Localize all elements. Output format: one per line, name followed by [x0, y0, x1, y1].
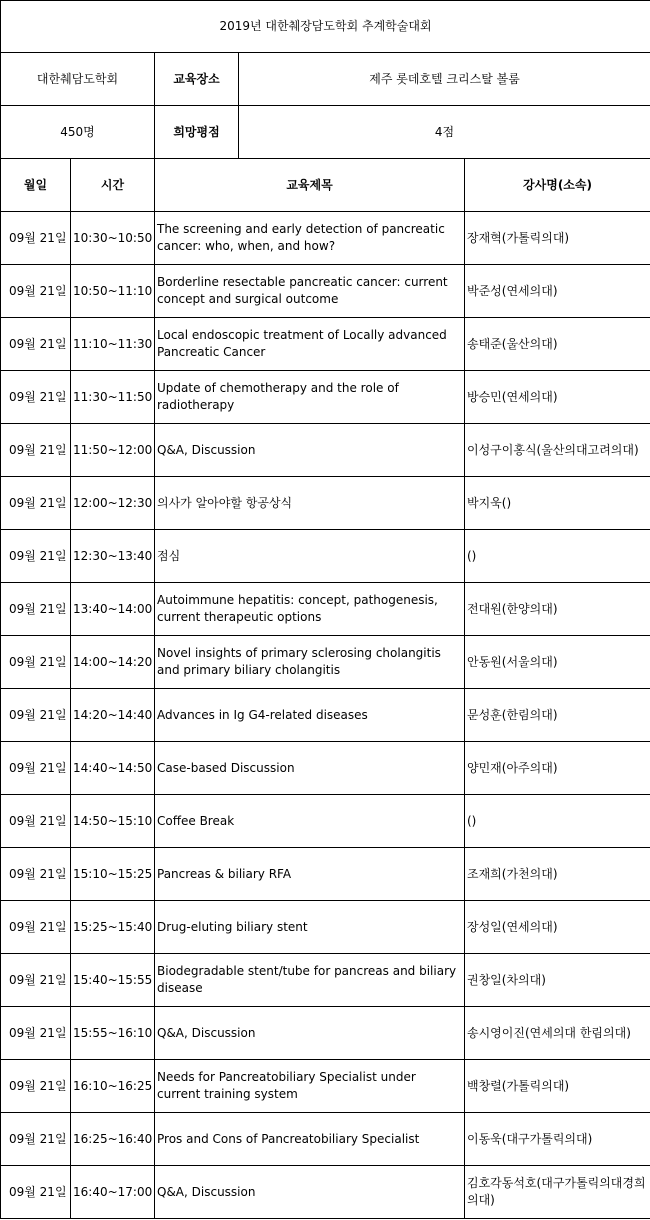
table-row	[1, 848, 650, 901]
session-date: 09월 21일	[1, 689, 71, 742]
session-speaker: 박지욱()	[465, 477, 650, 530]
session-date: 09월 21일	[1, 742, 71, 795]
table-row	[1, 954, 650, 1007]
session-topic: Q&A, Discussion	[155, 1166, 465, 1219]
header-row	[1, 159, 650, 212]
session-speaker: 방승민(연세의대)	[465, 371, 650, 424]
session-speaker: 양민재(아주의대)	[465, 742, 650, 795]
table-row	[1, 212, 650, 265]
session-time: 10:50~11:10	[71, 265, 155, 318]
header-date: 월일	[1, 159, 71, 212]
session-topic: Q&A, Discussion	[155, 1007, 465, 1060]
session-time: 10:30~10:50	[71, 212, 155, 265]
table-row	[1, 742, 650, 795]
session-speaker: 김호각동석호(대구가톨릭의대경희의대)	[465, 1166, 650, 1219]
session-time: 15:10~15:25	[71, 848, 155, 901]
session-topic: Advances in Ig G4-related diseases	[155, 689, 465, 742]
rating-value: 4점	[239, 106, 650, 159]
session-date: 09월 21일	[1, 901, 71, 954]
session-date: 09월 21일	[1, 371, 71, 424]
table-row	[1, 1007, 650, 1060]
session-date: 09월 21일	[1, 636, 71, 689]
session-date: 09월 21일	[1, 1060, 71, 1113]
table-row	[1, 1113, 650, 1166]
session-time: 14:20~14:40	[71, 689, 155, 742]
session-date: 09월 21일	[1, 583, 71, 636]
venue-value: 제주 롯데호텔 크리스탈 볼룸	[239, 53, 650, 106]
session-date: 09월 21일	[1, 954, 71, 1007]
session-topic: Drug-eluting biliary stent	[155, 901, 465, 954]
session-topic: Update of chemotherapy and the role of radiotherapy	[155, 371, 465, 424]
session-time: 14:50~15:10	[71, 795, 155, 848]
session-time: 14:00~14:20	[71, 636, 155, 689]
session-topic: Case-based Discussion	[155, 742, 465, 795]
header-topic: 교육제목	[155, 159, 465, 212]
session-topic: 의사가 알아야할 항공상식	[155, 477, 465, 530]
session-speaker: 문성훈(한림의대)	[465, 689, 650, 742]
session-topic: Q&A, Discussion	[155, 424, 465, 477]
event-title: 2019년 대한췌장담도학회 추계학술대회	[1, 1, 650, 53]
session-topic: Pros and Cons of Pancreatobiliary Specialist	[155, 1113, 465, 1166]
session-speaker: 송시영이진(연세의대 한림의대)	[465, 1007, 650, 1060]
session-speaker: 조재희(가천의대)	[465, 848, 650, 901]
table-row	[1, 477, 650, 530]
session-topic: Local endoscopic treatment of Locally advanced Pancreatic Cancer	[155, 318, 465, 371]
session-time: 16:25~16:40	[71, 1113, 155, 1166]
session-date: 09월 21일	[1, 848, 71, 901]
session-topic: Coffee Break	[155, 795, 465, 848]
session-date: 09월 21일	[1, 530, 71, 583]
session-speaker: 전대원(한양의대)	[465, 583, 650, 636]
session-speaker: 장재혁(가톨릭의대)	[465, 212, 650, 265]
session-time: 16:40~17:00	[71, 1166, 155, 1219]
session-topic: Borderline resectable pancreatic cancer: current concept and surgical outcome	[155, 265, 465, 318]
table-row	[1, 530, 650, 583]
rating-label: 희망평점	[155, 106, 239, 159]
table-row	[1, 795, 650, 848]
session-time: 12:00~12:30	[71, 477, 155, 530]
session-time: 12:30~13:40	[71, 530, 155, 583]
session-date: 09월 21일	[1, 1166, 71, 1219]
session-speaker: 안동원(서울의대)	[465, 636, 650, 689]
session-time: 11:50~12:00	[71, 424, 155, 477]
session-topic: Biodegradable stent/tube for pancreas and biliary disease	[155, 954, 465, 1007]
session-speaker: 송태준(울산의대)	[465, 318, 650, 371]
session-speaker: 백창렬(가톨릭의대)	[465, 1060, 650, 1113]
venue-label: 교육장소	[155, 53, 239, 106]
session-date: 09월 21일	[1, 318, 71, 371]
session-speaker: 이동욱(대구가톨릭의대)	[465, 1113, 650, 1166]
session-time: 14:40~14:50	[71, 742, 155, 795]
session-speaker: ()	[465, 795, 650, 848]
session-topic: 점심	[155, 530, 465, 583]
session-speaker: 장성일(연세의대)	[465, 901, 650, 954]
session-time: 16:10~16:25	[71, 1060, 155, 1113]
header-time: 시간	[71, 159, 155, 212]
title-row	[1, 1, 650, 53]
table-row	[1, 318, 650, 371]
session-speaker: 권창일(차의대)	[465, 954, 650, 1007]
table-row	[1, 1060, 650, 1113]
session-speaker: ()	[465, 530, 650, 583]
session-date: 09월 21일	[1, 212, 71, 265]
table-row	[1, 636, 650, 689]
session-time: 13:40~14:00	[71, 583, 155, 636]
session-speaker: 박준성(연세의대)	[465, 265, 650, 318]
table-row	[1, 901, 650, 954]
info-row-venue	[1, 53, 650, 106]
table-row	[1, 583, 650, 636]
session-topic: Novel insights of primary sclerosing cholangitis and primary biliary cholangitis	[155, 636, 465, 689]
info-row-rating	[1, 106, 650, 159]
session-date: 09월 21일	[1, 265, 71, 318]
session-topic: The screening and early detection of pancreatic cancer: who, when, and how?	[155, 212, 465, 265]
header-speaker: 강사명(소속)	[465, 159, 650, 212]
session-time: 11:10~11:30	[71, 318, 155, 371]
session-topic: Pancreas & biliary RFA	[155, 848, 465, 901]
table-row	[1, 265, 650, 318]
session-time: 15:40~15:55	[71, 954, 155, 1007]
session-date: 09월 21일	[1, 795, 71, 848]
organizer: 대한췌담도학회	[1, 53, 155, 106]
session-time: 15:25~15:40	[71, 901, 155, 954]
session-time: 15:55~16:10	[71, 1007, 155, 1060]
session-date: 09월 21일	[1, 477, 71, 530]
session-time: 11:30~11:50	[71, 371, 155, 424]
table-row	[1, 689, 650, 742]
session-speaker: 이성구이홍식(울산의대고려의대)	[465, 424, 650, 477]
session-date: 09월 21일	[1, 1113, 71, 1166]
attendees: 450명	[1, 106, 155, 159]
table-row	[1, 371, 650, 424]
session-date: 09월 21일	[1, 424, 71, 477]
session-date: 09월 21일	[1, 1007, 71, 1060]
session-topic: Autoimmune hepatitis: concept, pathogenesis, current therapeutic options	[155, 583, 465, 636]
table-row	[1, 1166, 650, 1219]
table-row	[1, 424, 650, 477]
session-topic: Needs for Pancreatobiliary Specialist under current training system	[155, 1060, 465, 1113]
